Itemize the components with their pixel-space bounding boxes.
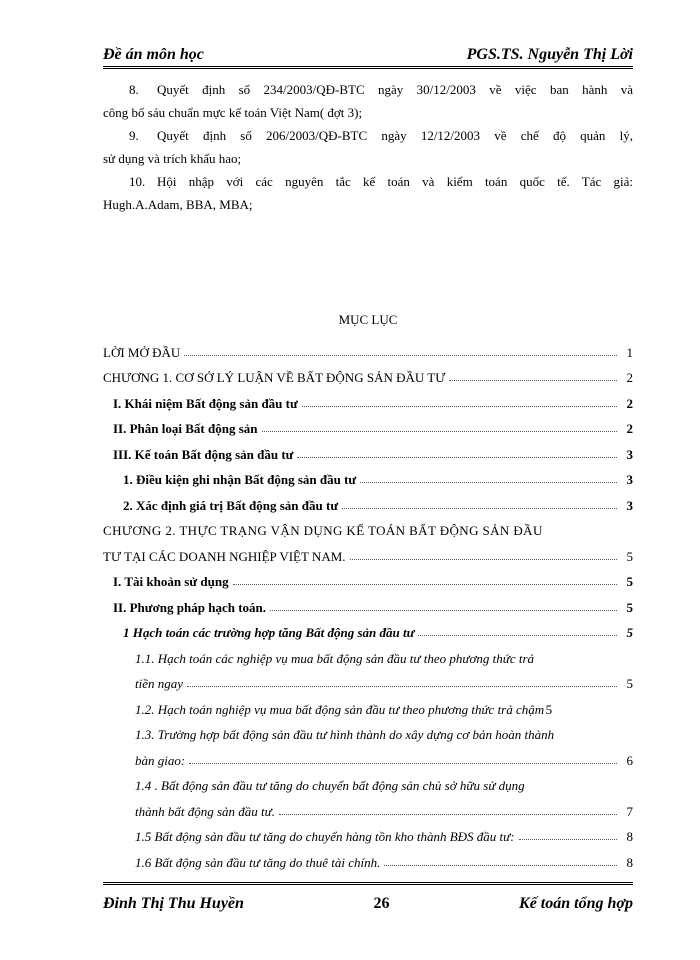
page-footer — [103, 882, 633, 913]
toc-entry[interactable]: CHƯƠNG 1. CƠ SỞ LÝ LUẬN VỀ BẤT ĐỘNG SẢN ĐẦU TƯ 2 — [103, 370, 633, 385]
header-course: Đề án môn học — [103, 46, 204, 63]
toc-entry[interactable]: 2. Xác định giá trị Bất động sản đầu tư 3 — [123, 497, 633, 513]
toc-entry[interactable]: 1.3. Trường hợp bất động sản đầu tư hình thành do xây dựng cơ bản hoàn thành bàn giao: 6 — [135, 727, 633, 768]
reference-number: 9. — [129, 128, 139, 143]
toc-entry[interactable]: II. Phân loại Bất động sản 2 — [113, 421, 633, 436]
reference-number: 10. — [129, 174, 146, 189]
toc-entry[interactable]: I. Tài khoản sử dụng 5 — [113, 574, 633, 589]
toc-entry[interactable]: 1.2. Hạch toán nghiệp vụ mua bất động sản đầu tư theo phương thức trả chậm 5 — [135, 701, 553, 717]
toc-entry[interactable]: 1.4 . Bất động sản đầu tư tăng do chuyển bất động sản chủ sở hữu sử dụng thành bất động sản đầu tư. 7 — [135, 778, 633, 819]
footer-author: Đinh Thị Thu Huyền — [103, 895, 244, 912]
toc-entry[interactable]: CHƯƠNG 2. THỰC TRẠNG VẬN DỤNG KẾ TOÁN BẤT ĐỘNG SẢN ĐẦU TƯ TẠI CÁC DOANH NGHIỆP VIỆT NAM. 5 — [103, 523, 633, 564]
toc-entry[interactable]: I. Khái niệm Bất động sản đầu tư 2 — [113, 395, 633, 411]
page-number: 26 — [373, 895, 390, 912]
toc-entry[interactable]: 1. Điều kiện ghi nhận Bất động sản đầu tư 3 — [123, 472, 633, 487]
footer-subject: Kế toán tổng hợp — [519, 895, 633, 912]
reference-list — [103, 78, 633, 216]
header-advisor: PGS.TS. Nguyễn Thị Lời — [466, 46, 633, 63]
toc-entry[interactable]: II. Phương pháp hạch toán. 5 — [113, 599, 633, 615]
reference-number: 8. — [129, 82, 139, 97]
toc-entry[interactable]: III. Kế toán Bất động sản đầu tư 3 — [113, 446, 633, 462]
toc-entry[interactable]: 1 Hạch toán các trường hợp tăng Bất động sản đầu tư 5 — [123, 625, 633, 640]
toc-title: MỤC LỤC — [338, 312, 398, 327]
reference-item: 10. Hội nhập với các nguyên tắc kế toán và kiểm toán quốc tế. Tác giả: Hugh.A.Adam, BBA, MBA; — [103, 170, 633, 216]
toc-entry[interactable]: 1.5 Bất động sản đầu tư tăng do chuyển hàng tồn kho thành BĐS đầu tư: 8 — [135, 829, 633, 844]
toc-entry[interactable]: LỜI MỞ ĐẦU 1 — [103, 344, 633, 360]
page-header — [103, 40, 633, 69]
reference-item: 9. Quyết định số 206/2003/QĐ-BTC ngày 12/12/2003 về chế độ quản lý, sử dụng và trích khấu hao; — [103, 124, 633, 170]
toc-entry[interactable]: 1.6 Bất động sản đầu tư tăng do thuê tài chính. 8 — [135, 854, 633, 870]
reference-item: 8. Quyết định số 234/2003/QĐ-BTC ngày 30/12/2003 về việc ban hành và công bố sáu chuẩn mực kế toán Việt Nam( đợt 3); — [103, 78, 633, 124]
table-of-contents — [103, 335, 633, 871]
toc-entry[interactable]: 1.1. Hạch toán các nghiệp vụ mua bất động sản đầu tư theo phương thức trả tiền ngay 5 — [135, 650, 633, 691]
